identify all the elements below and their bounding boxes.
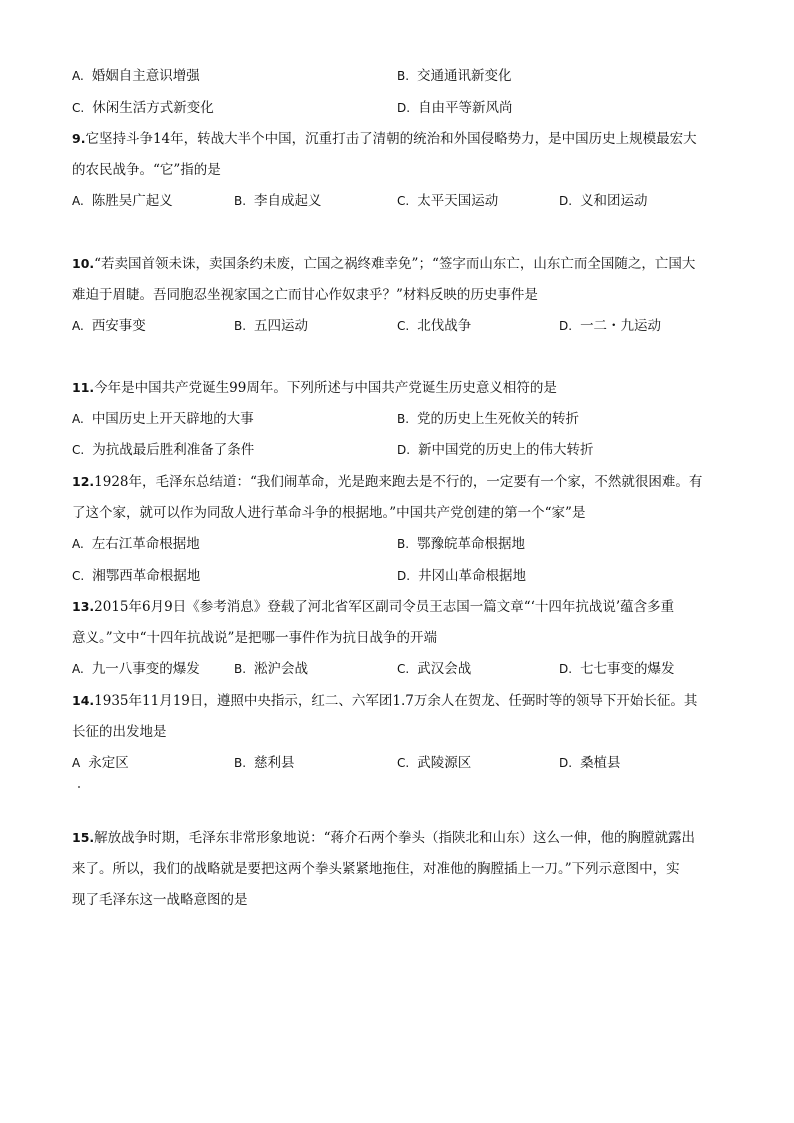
q12-option-d: D. 井冈山革命根据地 bbox=[397, 568, 527, 584]
q11-option-b: B. 党的历史上生死攸关的转折 bbox=[397, 411, 580, 427]
q13-option-a: A. 九一八事变的爆发 bbox=[72, 661, 200, 677]
q13-option-d: D. 七七事变的爆发 bbox=[559, 661, 675, 677]
q9-option-d: D. 义和团运动 bbox=[559, 193, 648, 209]
q14-stem-line-2: 长征的出发地是 bbox=[72, 724, 167, 740]
q9-option-c: C. 太平天国运动 bbox=[397, 193, 499, 209]
q13-stem-line-1: 13.2015年6月9日《参考消息》登载了河北省军区副司令员王志国一篇文章“‘十四年抗战说’蕴含多重 bbox=[72, 599, 675, 615]
q9-stem-line-1: 9.它坚持斗争14年，转战大半个中国，沉重打击了清朝的统治和外国侵略势力，是中国历史上规模最宏大 bbox=[72, 131, 697, 147]
q9-option-b: B. 李自成起义 bbox=[234, 193, 322, 209]
q11-option-a: A. 中国历史上开天辟地的大事 bbox=[72, 411, 254, 427]
q12-option-a: A. 左右江革命根据地 bbox=[72, 536, 200, 552]
q12-stem-line-1: 12.1928年，毛泽东总结道：“我们闹革命，光是跑来跑去是不行的，一定要有一个家，不然就很困难。有 bbox=[72, 474, 703, 490]
q10-stem-line-2: 难迫于眉睫。吾同胞忍坐视家国之亡而甘心作奴隶乎？”材料反映的历史事件是 bbox=[72, 287, 538, 303]
q8-option-d: D. 自由平等新风尚 bbox=[397, 100, 513, 116]
q14-option-b: B. 慈利县 bbox=[234, 755, 295, 771]
q8-option-a: A. 婚姻自主意识增强 bbox=[72, 68, 200, 84]
q14-option-a: A 永定区 bbox=[72, 755, 129, 771]
q10-stem-line-1: 10.“若卖国首领未诛，卖国条约未废，亡国之祸终难幸免”；“签字而山东亡，山东亡而全国随之，亡国大 bbox=[72, 256, 696, 272]
q9-stem-line-2: 的农民战争。“它”指的是 bbox=[72, 162, 221, 178]
q15-stem-line-1: 15.解放战争时期，毛泽东非常形象地说：“蒋介石两个拳头（指陕北和山东）这么一伸，他的胸膛就露出 bbox=[72, 830, 696, 846]
q10-option-d: D. 一二・九运动 bbox=[559, 318, 662, 334]
q14-option-d: D. 桑植县 bbox=[559, 755, 621, 771]
q13-option-c: C. 武汉会战 bbox=[397, 661, 472, 677]
q11-option-d: D. 新中国党的历史上的伟大转折 bbox=[397, 442, 594, 458]
q12-option-c: C. 湘鄂西革命根据地 bbox=[72, 568, 201, 584]
q15-stem-line-3: 现了毛泽东这一战略意图的是 bbox=[72, 892, 248, 908]
q8-option-b: B. 交通通讯新变化 bbox=[397, 68, 512, 84]
q12-stem-line-2: 了这个家，就可以作为同敌人进行革命斗争的根据地。”中国共产党创建的第一个“家”是 bbox=[72, 505, 586, 521]
q10-option-a: A. 西安事变 bbox=[72, 318, 146, 334]
q12-option-b: B. 鄂豫皖革命根据地 bbox=[397, 536, 526, 552]
q8-option-c: C. 休闲生活方式新变化 bbox=[72, 100, 214, 116]
scan-speck bbox=[78, 786, 80, 788]
q13-stem-line-2: 意义。”文中“十四年抗战说”是把哪一事件作为抗日战争的开端 bbox=[72, 630, 437, 646]
q11-stem-line-1: 11.今年是中国共产党诞生99周年。下列所述与中国共产党诞生历史意义相符的是 bbox=[72, 380, 557, 396]
q10-option-c: C. 北伐战争 bbox=[397, 318, 472, 334]
q9-option-a: A. 陈胜吴广起义 bbox=[72, 193, 173, 209]
q11-option-c: C. 为抗战最后胜利准备了条件 bbox=[72, 442, 255, 458]
q14-option-c: C. 武陵源区 bbox=[397, 755, 472, 771]
q15-stem-line-2: 来了。所以，我们的战略就是要把这两个拳头紧紧地拖住，对准他的胸膛插上一刀。”下列示意图中，实 bbox=[72, 861, 680, 877]
q10-option-b: B. 五四运动 bbox=[234, 318, 309, 334]
q13-option-b: B. 淞沪会战 bbox=[234, 661, 309, 677]
q14-stem-line-1: 14.1935年11月19日，遵照中央指示，红二、六军团1.7万余人在贺龙、任弼时等的领导下开始长征。其 bbox=[72, 693, 698, 709]
